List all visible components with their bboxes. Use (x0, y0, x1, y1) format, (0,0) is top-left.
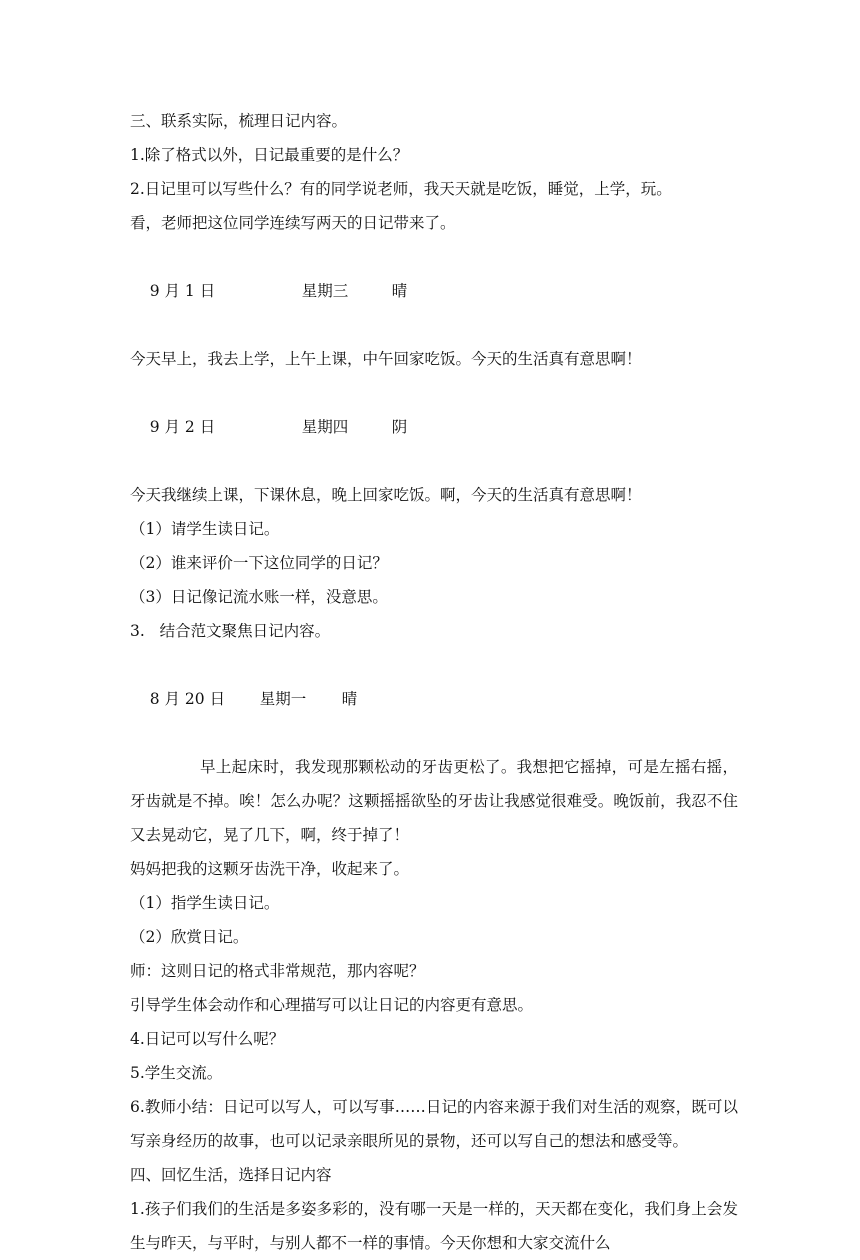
question-6-summary: 6.教师小结：日记可以写人，可以写事……日记的内容来源于我们对生活的观察，既可以写亲身经历的故事，也可以记录亲眼所见的景物，还可以写自己的想法和感受等。 (130, 1098, 738, 1150)
example-paragraph-2: 妈妈把我的这颗牙齿洗干净，收起来了。 (130, 860, 410, 878)
task-1: （1）指学生读日记。 (130, 894, 280, 912)
step-2: （2）谁来评价一下这位同学的日记？ (130, 554, 388, 572)
section-heading-4: 四、回忆生活，选择日记内容 (130, 1166, 332, 1184)
question-1: 1.除了格式以外，日记最重要的是什么？ (130, 146, 409, 164)
document-body (130, 104, 738, 1260)
question-4: 4.日记可以写什么呢？ (130, 1030, 285, 1048)
example-weather: 晴 (341, 690, 358, 708)
example-date: 8 月 20 日 (149, 690, 226, 708)
example-header (130, 648, 738, 750)
step-1: （1）请学生读日记。 (130, 520, 280, 538)
example-weekday: 星期一 (259, 690, 307, 708)
teacher-question: 师：这则日记的格式非常规范，那内容呢？ (130, 962, 425, 980)
diary-2-weekday: 星期四 (301, 418, 349, 436)
recall-question-1: 1.孩子们我们的生活是多姿多彩的，没有哪一天是一样的，天天都在变化，我们身上会发生与昨天，与平时，与别人都不一样的事情。今天你想和大家交流什么 (130, 1200, 738, 1252)
diary-1-weather: 晴 (391, 282, 408, 300)
question-2-line-2: 看，老师把这位同学连续写两天的日记带来了。 (130, 214, 456, 232)
guidance: 引导学生体会动作和心理描写可以让日记的内容更有意思。 (130, 996, 534, 1014)
diary-1-date: 9 月 1 日 (149, 282, 216, 300)
example-paragraph-1: 早上起床时，我发现那颗松动的牙齿更松了。我想把它摇掉，可是左摇右摇，牙齿就是不掉。唉！怎么办呢？这颗摇摇欲坠的牙齿让我感觉很难受。晚饭前，我忍不住又去晃动它，晃了几下，啊，终于掉了！ (130, 758, 738, 844)
diary-2-weather: 阴 (391, 418, 408, 436)
question-2-line-1: 2.日记里可以写些什么？有的同学说老师，我天天就是吃饭，睡觉，上学，玩。 (130, 180, 672, 198)
diary-2-header (130, 376, 738, 478)
section-heading-3: 三、联系实际，梳理日记内容。 (130, 112, 348, 130)
question-5: 5.学生交流。 (130, 1064, 223, 1082)
diary-2-text: 今天我继续上课，下课休息，晚上回家吃饭。啊，今天的生活真有意思啊！ (130, 486, 642, 504)
diary-1-weekday: 星期三 (301, 282, 349, 300)
step-3: （3）日记像记流水账一样，没意思。 (130, 588, 388, 606)
diary-2-date: 9 月 2 日 (149, 418, 216, 436)
diary-1-text: 今天早上，我去上学，上午上课，中午回家吃饭。今天的生活真有意思啊！ (130, 350, 642, 368)
task-2: （2）欣赏日记。 (130, 928, 249, 946)
question-3: 3. 结合范文聚焦日记内容。 (130, 622, 331, 640)
diary-1-header (130, 240, 738, 342)
